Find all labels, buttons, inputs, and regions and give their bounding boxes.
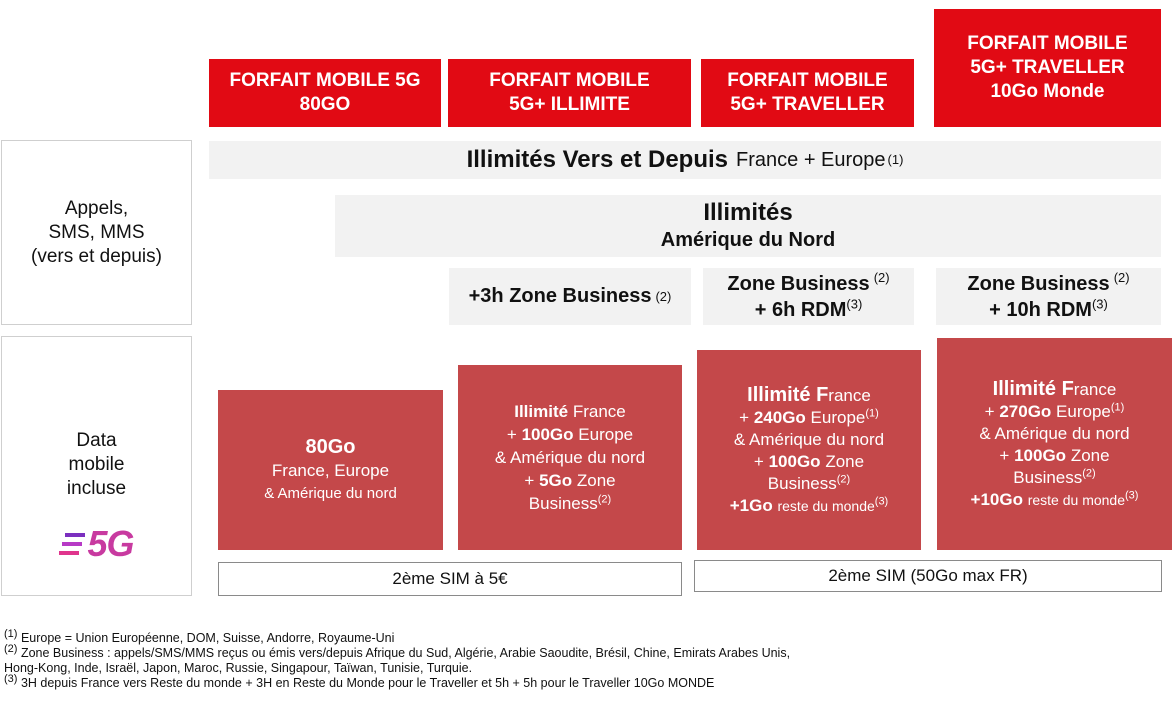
data-text: Business	[528, 494, 598, 513]
data-text: & Amérique du nord	[979, 423, 1130, 443]
zone-business-10h-line1: Zone Business	[967, 272, 1110, 295]
row-label-line: mobile	[68, 454, 125, 475]
footnote-ref: (1)	[1110, 400, 1125, 413]
data-text: +	[984, 401, 995, 421]
data-plan-80go	[218, 390, 443, 550]
footnote-text: Europe = Union Européenne, DOM, Suisse, Andorre, Royaume-Uni	[20, 631, 395, 645]
data-text: rance	[1073, 379, 1117, 399]
data-text: +	[739, 407, 750, 427]
plan-header-line2: 5G+ TRAVELLER	[730, 94, 885, 115]
row-label-line: SMS, MMS	[48, 221, 145, 243]
data-text: & Amérique du nord	[733, 429, 885, 449]
footnote-mark: (3)	[4, 672, 18, 685]
data-text: Zone	[825, 451, 865, 471]
footnote-1	[4, 627, 1172, 646]
calls-north-america-line1: Illimités	[703, 199, 793, 226]
plan-header-line2: 5G+ TRAVELLER	[970, 57, 1125, 78]
row-label-data	[1, 336, 192, 596]
plan-header-line1: FORFAIT MOBILE 5G	[229, 70, 421, 91]
calls-europe-bold: Illimités Vers et Depuis	[466, 146, 729, 173]
plan-header-line1: FORFAIT MOBILE	[967, 33, 1128, 54]
data-bold: 100Go	[768, 451, 821, 471]
data-text: Zone	[576, 471, 616, 490]
data-text: Europe	[578, 425, 634, 444]
data-bold: 100Go	[521, 425, 574, 444]
second-sim-text: 2ème SIM (50Go max FR)	[828, 566, 1028, 585]
zone-business-10h-line2: + 10h RDM	[989, 298, 1092, 321]
footnote-2	[4, 642, 1172, 661]
footnote-ref: (1)	[865, 406, 879, 419]
data-plan-illimite	[458, 365, 682, 550]
data-text: Zone	[1070, 445, 1110, 465]
footnote-ref: (3)	[846, 295, 863, 311]
zone-business-6h-line1: Zone Business	[727, 272, 870, 295]
zone-business-3h-text: +3h Zone Business	[468, 285, 652, 307]
plan-header-line2: 5G+ ILLIMITE	[509, 94, 630, 115]
data-text: Business	[1013, 467, 1083, 487]
data-bold: 5Go	[539, 471, 573, 490]
data-bold: Illimité F	[992, 377, 1074, 400]
calls-zone-business-3h: +3h Zone Business (2)	[449, 268, 691, 325]
second-sim-50go	[694, 560, 1162, 592]
footnote-2-cont	[4, 661, 1172, 676]
second-sim-text: 2ème SIM à 5€	[392, 569, 508, 588]
data-text: +	[999, 445, 1010, 465]
data-bold: +1Go	[729, 495, 773, 515]
footnote-ref: (2)	[1113, 269, 1130, 285]
footnote-ref: (3)	[1125, 488, 1139, 501]
data-text: France	[572, 402, 626, 421]
data-text: +	[524, 471, 535, 490]
footnote-ref: (3)	[874, 494, 889, 507]
row-label-line: Appels,	[64, 197, 129, 219]
row-label-line: Data	[76, 430, 117, 451]
plan-header-line2: 80GO	[299, 94, 351, 115]
plan-header-5g-plus-traveller-10go-monde	[934, 9, 1161, 127]
footnote-ref: (2)	[873, 269, 890, 285]
row-label-line: (vers et depuis)	[31, 245, 162, 267]
calls-north-america-band	[335, 195, 1161, 257]
calls-zone-business-6h	[703, 268, 914, 325]
calls-zone-business-10h	[936, 268, 1161, 325]
footnote-mark: (1)	[4, 627, 18, 640]
footnote-3	[4, 672, 1172, 691]
data-text: reste du monde	[1027, 491, 1126, 508]
footnote-text: Zone Business : appels/SMS/MMS reçus ou émis vers/depuis Afrique du Sud, Algérie, Arabie Saoudite, Brésil, Chine, Emirats Arabes Unis,	[20, 646, 791, 660]
calls-europe-normal: France + Europe	[736, 148, 886, 171]
footnote-ref: (2)	[836, 472, 851, 485]
data-text: Business	[767, 473, 837, 493]
data-plan-traveller-10go-monde	[937, 338, 1172, 550]
row-label-calls	[1, 140, 192, 325]
data-bold: +10Go	[970, 489, 1023, 509]
data-text: reste du monde	[777, 497, 875, 514]
data-text: Europe	[1056, 401, 1111, 421]
plan-header-5g-80go	[209, 59, 441, 127]
data-bold: 100Go	[1014, 445, 1067, 465]
calls-north-america-line2: Amérique du Nord	[660, 229, 836, 251]
data-plan-traveller	[697, 350, 921, 550]
5g-logo	[59, 523, 134, 564]
second-sim-5-euros	[218, 562, 682, 596]
data-text: & Amérique du nord	[494, 448, 646, 467]
data-line: France, Europe	[271, 460, 390, 480]
footnote-text: 3H depuis France vers Reste du monde + 3H en Reste du Monde pour le Traveller et 5h + 5h pour le Traveller 10Go MONDE	[20, 676, 715, 690]
footnote-ref: (3)	[1091, 295, 1108, 311]
plan-header-line1: FORFAIT MOBILE	[489, 70, 650, 91]
data-bold: 270Go	[999, 401, 1052, 421]
data-text: +	[506, 425, 517, 444]
footnote-ref: (2)	[1082, 466, 1096, 479]
speed-lines-icon	[59, 529, 85, 559]
data-bold: Illimité	[514, 402, 569, 421]
footnote-ref: (2)	[597, 493, 612, 506]
data-text: Europe	[810, 407, 866, 427]
data-text: +	[753, 451, 764, 471]
footnote-text: Hong-Kong, Inde, Israël, Japon, Maroc, Russie, Singapour, Taïwan, Tunisie, Turquie.	[4, 661, 473, 675]
data-amount: 80Go	[305, 435, 356, 458]
data-bold: 240Go	[753, 407, 806, 427]
footnote-mark: (2)	[4, 642, 18, 655]
plan-header-line1: FORFAIT MOBILE	[727, 70, 888, 91]
plan-header-5g-plus-illimite	[448, 59, 691, 127]
plan-header-line3: 10Go Monde	[990, 81, 1105, 102]
5g-logo-text: 5G	[87, 523, 134, 564]
plan-header-5g-plus-traveller	[701, 59, 914, 127]
data-bold: Illimité F	[747, 383, 829, 406]
data-line: & Amérique du nord	[264, 484, 397, 502]
footnotes	[4, 627, 1172, 691]
calls-europe-band: Illimités Vers et Depuis France + Europe (1)	[209, 141, 1161, 179]
data-text: rance	[828, 385, 871, 405]
row-label-line: incluse	[66, 478, 127, 499]
zone-business-6h-line2: + 6h RDM	[754, 298, 847, 321]
